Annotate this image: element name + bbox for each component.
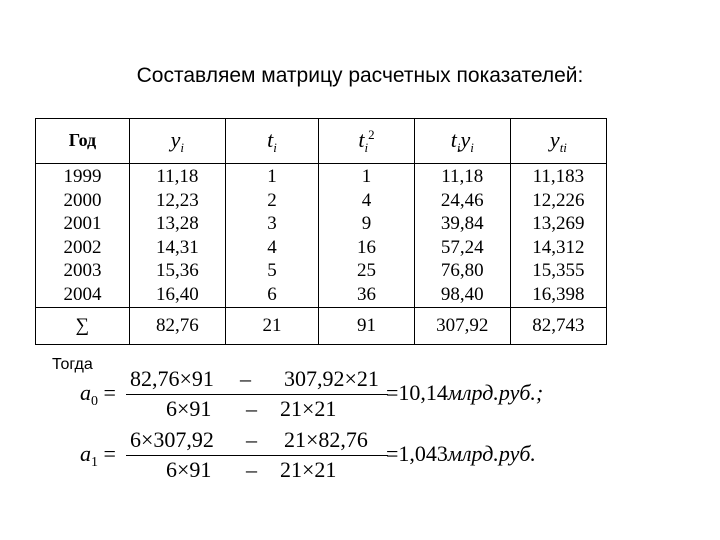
- then-label: Тогда: [52, 356, 93, 373]
- t-value-cell: 6: [267, 283, 277, 305]
- formula-a0-result: =10,14млрд.руб.;: [386, 380, 544, 405]
- yt-value-cell: 14,312: [532, 236, 585, 258]
- formula-a1-lhs: $a_1$ =: [80, 441, 116, 470]
- col-t-squared: [319, 164, 414, 308]
- year-cell: 2001: [63, 213, 102, 234]
- formula-a1-fraction-bar: [126, 455, 388, 456]
- sum-y-trend: 82,743: [510, 308, 606, 345]
- year-cell: 2003: [63, 260, 102, 281]
- year-cell: 2000: [63, 189, 102, 211]
- year-cell: 2004: [63, 283, 102, 305]
- formula-a1-num-minus: –: [246, 427, 257, 452]
- header-t: $t_i$: [225, 119, 318, 164]
- page-title: Составляем матрицу расчетных показателей:: [136, 64, 584, 87]
- calculation-table: [35, 118, 607, 345]
- header-y-trend: $у_{ti}$: [510, 119, 606, 164]
- header-year: Год: [36, 119, 130, 164]
- formula-a1-den-left: 6×91: [166, 457, 212, 482]
- table-header-row: [36, 119, 607, 164]
- col-y-trend: [510, 164, 606, 308]
- y-value-cell: 14,31: [155, 236, 199, 258]
- t-value-cell: 5: [267, 260, 277, 281]
- t2-value-cell: 9: [361, 213, 372, 234]
- ty-value-cell: 57,24: [440, 236, 484, 258]
- yt-value-cell: 12,226: [532, 189, 585, 211]
- formula-a1-result: =1,043млрд.руб.: [386, 441, 536, 466]
- yt-value-cell: 13,269: [532, 213, 585, 234]
- t-value-cell: 4: [267, 236, 277, 258]
- yt-value-cell: 16,398: [532, 283, 585, 305]
- ty-value-cell: 76,80: [440, 260, 484, 281]
- t2-value-cell: 25: [357, 260, 376, 281]
- col-t-times-y: [414, 164, 510, 308]
- table-data-row: [36, 164, 607, 308]
- formula-a1-num-right: 21×82,76: [284, 427, 368, 452]
- y-value-cell: 11,18: [156, 166, 199, 187]
- formula-a1: [80, 425, 600, 485]
- ty-value-cell: 24,46: [440, 189, 484, 211]
- header-y: $у_i$: [129, 119, 225, 164]
- sum-y: 82,76: [129, 308, 225, 345]
- formula-a1-den-right: 21×21: [280, 457, 337, 482]
- formula-a1-den-minus: –: [246, 457, 257, 482]
- formula-a0-den-right: 21×21: [280, 396, 337, 421]
- sum-label: ∑: [36, 308, 130, 345]
- yt-value-cell: 11,183: [532, 166, 585, 187]
- ty-value-cell: 98,40: [440, 283, 484, 305]
- formula-a0-lhs: $a_0$ =: [80, 380, 116, 409]
- t2-value-cell: 16: [357, 236, 376, 258]
- formula-a0-num-left: 82,76×91: [130, 366, 214, 391]
- col-y: [129, 164, 225, 308]
- yt-value-cell: 15,355: [532, 260, 585, 281]
- formula-a0: [80, 364, 600, 424]
- sum-t-squared: 91: [319, 308, 414, 345]
- t-value-cell: 1: [267, 166, 277, 187]
- col-years: [36, 164, 130, 308]
- formula-a0-den-left: 6×91: [166, 396, 212, 421]
- formula-a1-num-left: 6×307,92: [130, 427, 214, 452]
- y-value-cell: 13,28: [155, 213, 199, 234]
- formula-a0-num-right: 307,92×21: [284, 366, 379, 391]
- y-value-cell: 16,40: [155, 283, 199, 305]
- formula-a0-den-minus: –: [246, 396, 257, 421]
- formula-a0-fraction-bar: [126, 394, 388, 395]
- year-cell: 2002: [63, 236, 102, 258]
- formula-a0-num-minus: –: [240, 366, 251, 391]
- t2-value-cell: 1: [361, 166, 372, 187]
- t-value-cell: 2: [267, 189, 277, 211]
- header-t-squared: $t_i^2$: [319, 119, 414, 164]
- t2-value-cell: 4: [361, 189, 372, 211]
- header-t-times-y: $t_iy_i$: [414, 119, 510, 164]
- t-value-cell: 3: [267, 213, 277, 234]
- col-t: [225, 164, 318, 308]
- year-cell: 1999: [63, 166, 102, 187]
- sum-t-times-y: 307,92: [414, 308, 510, 345]
- sum-t: 21: [225, 308, 318, 345]
- y-value-cell: 15,36: [155, 260, 199, 281]
- table-sum-row: [36, 308, 607, 345]
- ty-value-cell: 11,18: [441, 166, 484, 187]
- t2-value-cell: 36: [357, 283, 376, 305]
- ty-value-cell: 39,84: [440, 213, 484, 234]
- y-value-cell: 12,23: [155, 189, 199, 211]
